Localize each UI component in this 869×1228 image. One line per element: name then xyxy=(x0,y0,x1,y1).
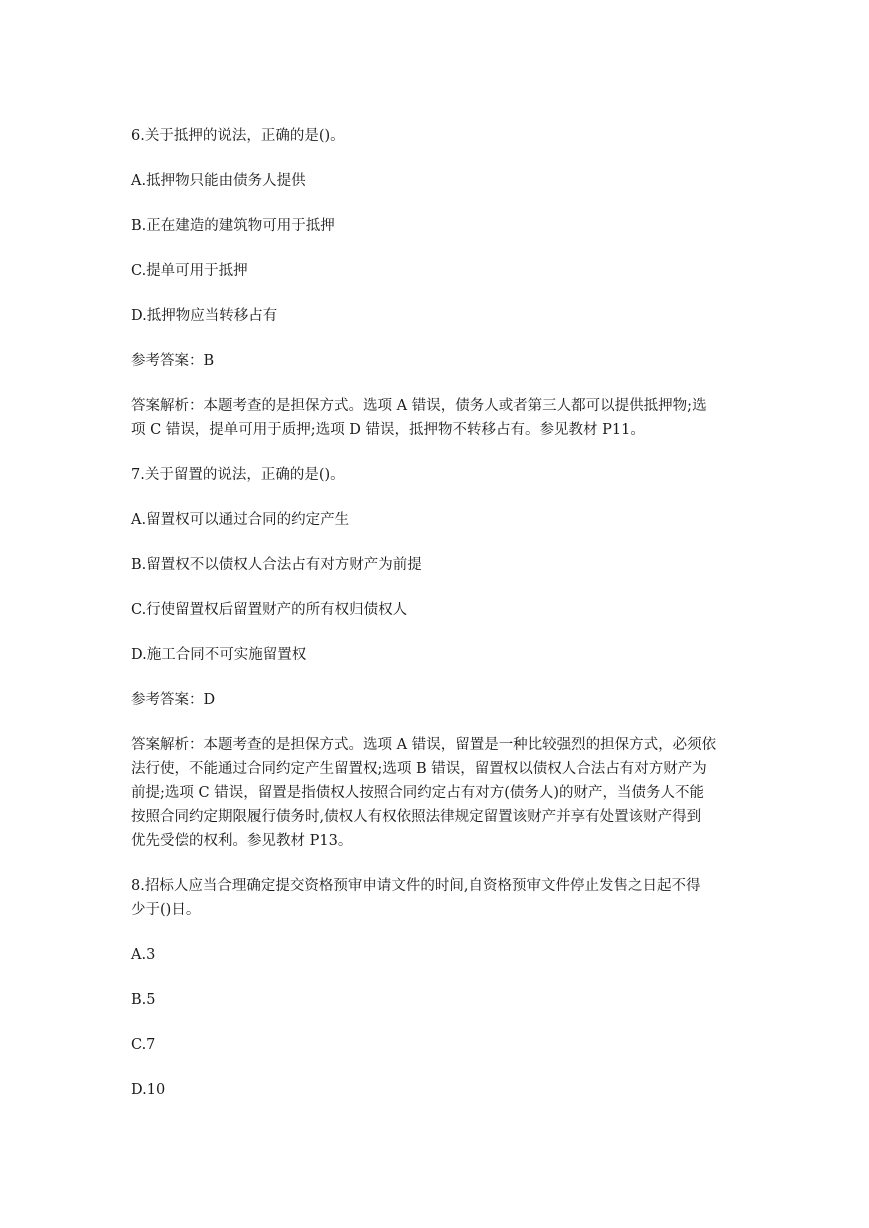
stem-line: 8.招标人应当合理确定提交资格预审申请文件的时间,自资格预审文件停止发售之日起不得 xyxy=(131,878,701,894)
question-6-option-d: D.抵押物应当转移占有 xyxy=(131,308,278,324)
question-7-option-c: C.行使留置权后留置财产的所有权归债权人 xyxy=(131,602,408,618)
question-7-stem: 7.关于留置的说法，正确的是()。 xyxy=(131,467,345,483)
question-8-option-a: A.3 xyxy=(131,947,156,963)
stem-line: 少于()日。 xyxy=(131,902,201,918)
question-8-stem xyxy=(131,874,743,922)
question-6-option-b: B.正在建造的建筑物可用于抵押 xyxy=(131,218,335,234)
question-8-option-d: D.10 xyxy=(131,1082,166,1098)
question-6-option-a: A.抵押物只能由债务人提供 xyxy=(131,173,306,189)
question-8-option-b: B.5 xyxy=(131,992,156,1008)
question-7-option-d: D.施工合同不可实施留置权 xyxy=(131,647,307,663)
question-6-option-c: C.提单可用于抵押 xyxy=(131,263,248,279)
analysis-line: 答案解析：本题考查的是担保方式。选项 A 错误，留置是一种比较强烈的担保方式，必须依 xyxy=(131,737,717,753)
analysis-line: 法行使，不能通过合同约定产生留置权;选项 B 错误，留置权以债权人合法占有对方财产为 xyxy=(131,761,707,777)
question-8-option-c: C.7 xyxy=(131,1037,156,1053)
analysis-line: 前提;选项 C 错误，留置是指债权人按照合同约定占有对方(债务人)的财产，当债务人不能 xyxy=(131,785,705,801)
question-6-answer: 参考答案：B xyxy=(131,353,215,369)
question-7-option-a: A.留置权可以通过合同的约定产生 xyxy=(131,512,350,528)
document-page xyxy=(131,124,743,1123)
question-7-option-b: B.留置权不以债权人合法占有对方财产为前提 xyxy=(131,557,422,573)
question-7-analysis xyxy=(131,733,743,853)
question-6-stem: 6.关于抵押的说法，正确的是()。 xyxy=(131,128,345,144)
question-7-answer: 参考答案：D xyxy=(131,692,216,708)
analysis-line: 按照合同约定期限履行债务时,债权人有权依照法律规定留置该财产并享有处置该财产得到 xyxy=(131,809,702,825)
analysis-line: 项 C 错误，提单可用于质押;选项 D 错误，抵押物不转移占有。参见教材 P11。 xyxy=(131,422,645,438)
analysis-line: 答案解析：本题考查的是担保方式。选项 A 错误，债务人或者第三人都可以提供抵押物;选 xyxy=(131,398,707,414)
analysis-line: 优先受偿的权利。参见教材 P13。 xyxy=(131,833,353,849)
question-6-analysis xyxy=(131,394,743,442)
